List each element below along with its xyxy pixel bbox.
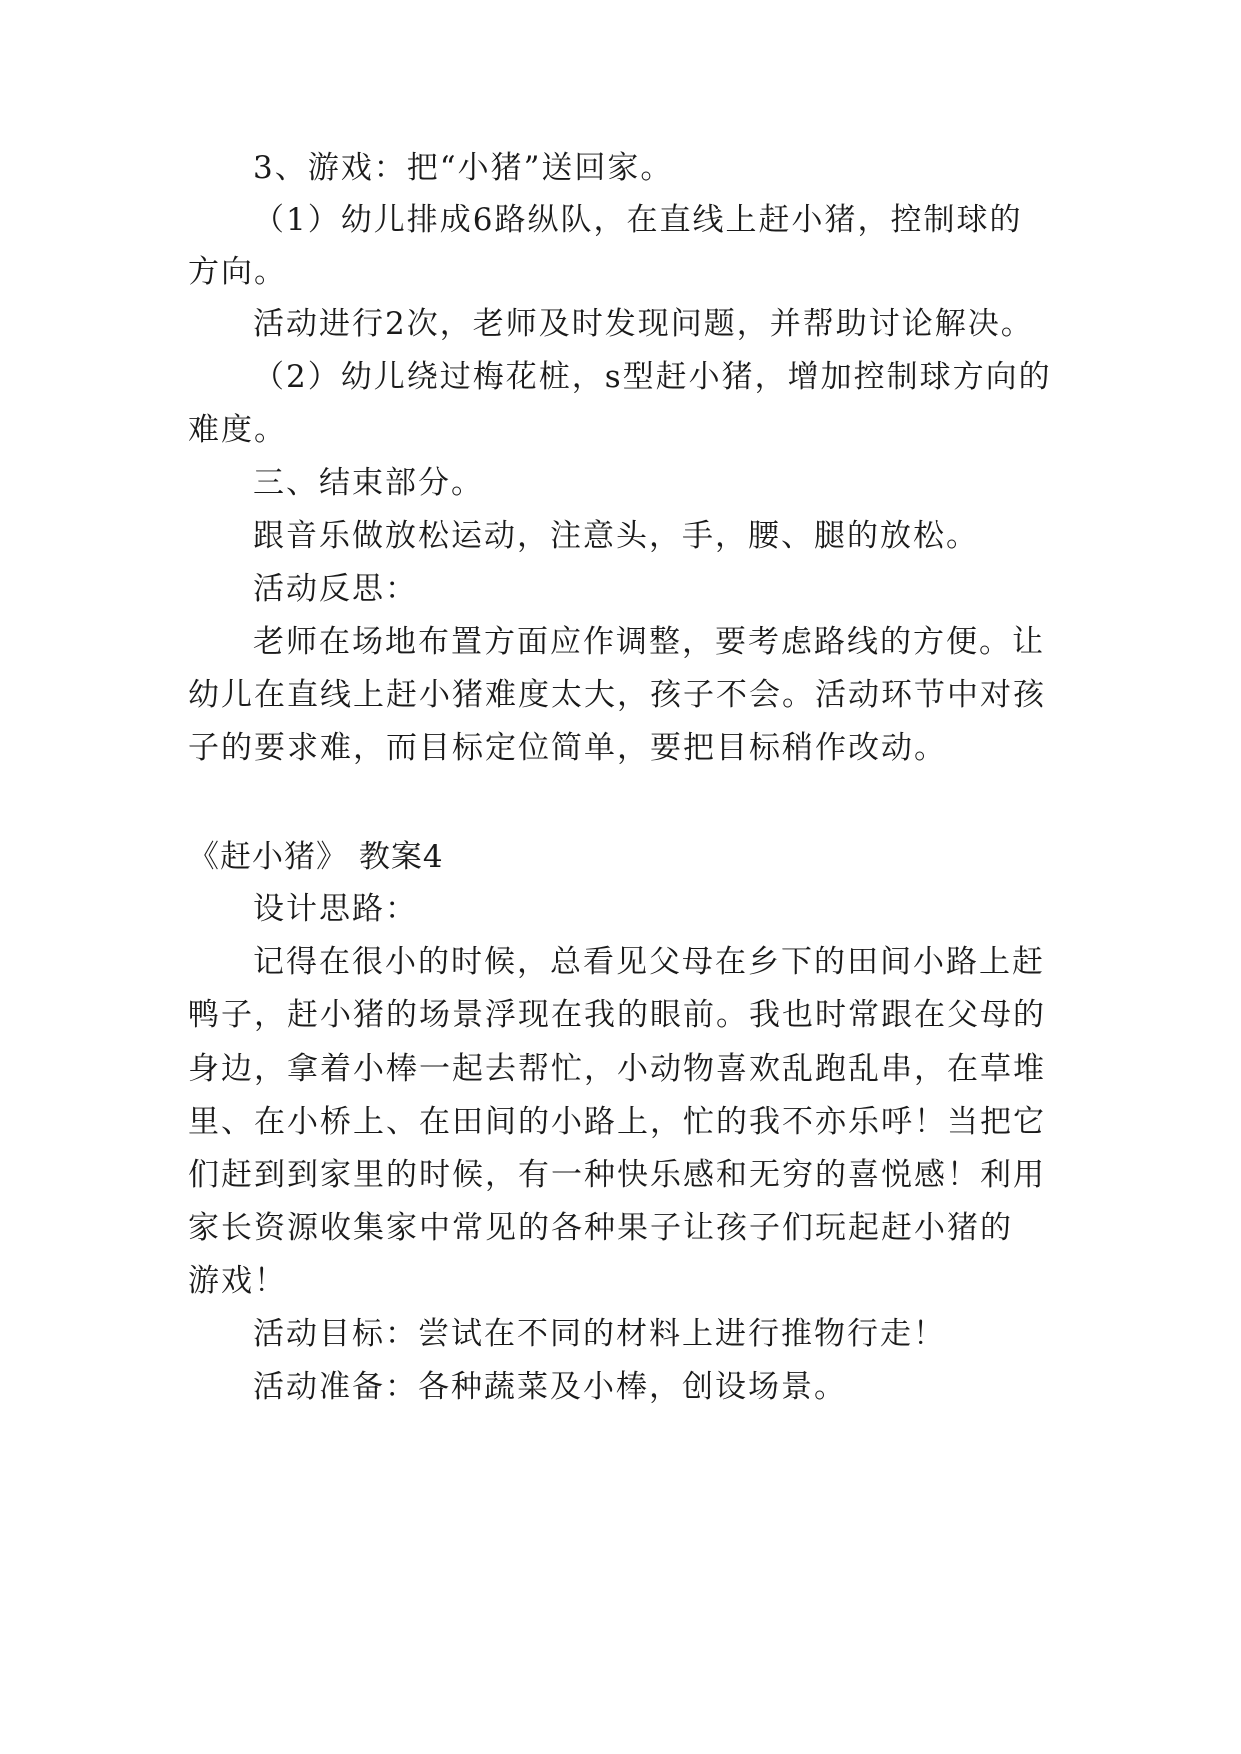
paragraph-line: 们赶到到家里的时候，有一种快乐感和无穷的喜悦感！利用 [188, 1157, 1046, 1193]
paragraph-line: （2）幼儿绕过梅花桩，s型赶小猪，增加控制球方向的 [253, 359, 1052, 395]
paragraph-line: 家长资源收集家中常见的各种果子让孩子们玩起赶小猪的 [188, 1210, 1013, 1246]
paragraph-line: 跟音乐做放松运动，注意头，手，腰、腿的放松。 [253, 518, 979, 554]
paragraph-line: 身边，拿着小棒一起去帮忙，小动物喜欢乱跑乱串，在草堆 [188, 1051, 1046, 1087]
design-heading: 设计思路： [253, 891, 418, 927]
paragraph-line: 游戏！ [188, 1263, 287, 1299]
paragraph-line: 老师在场地布置方面应作调整，要考虑路线的方便。让 [253, 624, 1045, 660]
paragraph-line: 里、在小桥上、在田间的小路上，忙的我不亦乐呼！当把它 [188, 1104, 1046, 1140]
reflection-heading: 活动反思： [253, 571, 418, 607]
paragraph-line: 记得在很小的时候，总看见父母在乡下的田间小路上赶 [253, 944, 1045, 980]
activity-preparation: 活动准备：各种蔬菜及小棒，创设场景。 [253, 1369, 847, 1405]
section-heading: 三、结束部分。 [253, 465, 484, 501]
activity-goal: 活动目标：尝试在不同的材料上进行推物行走！ [253, 1316, 946, 1352]
paragraph-line: 子的要求难，而目标定位简单，要把目标稍作改动。 [188, 730, 947, 766]
lesson-title: 《赶小猪》 教案4 [188, 839, 444, 875]
paragraph-line: 方向。 [188, 254, 287, 290]
paragraph-line: 难度。 [188, 412, 287, 448]
paragraph-line: 活动进行2次，老师及时发现问题，并帮助讨论解决。 [253, 306, 1034, 342]
paragraph-line: 幼儿在直线上赶小猪难度太大，孩子不会。活动环节中对孩 [188, 677, 1046, 713]
game-heading: 3、游戏：把“小猪”送回家。 [253, 150, 674, 186]
paragraph-line: （1）幼儿排成6路纵队，在直线上赶小猪，控制球的 [253, 202, 1023, 238]
paragraph-line: 鸭子，赶小猪的场景浮现在我的眼前。我也时常跟在父母的 [188, 997, 1046, 1033]
